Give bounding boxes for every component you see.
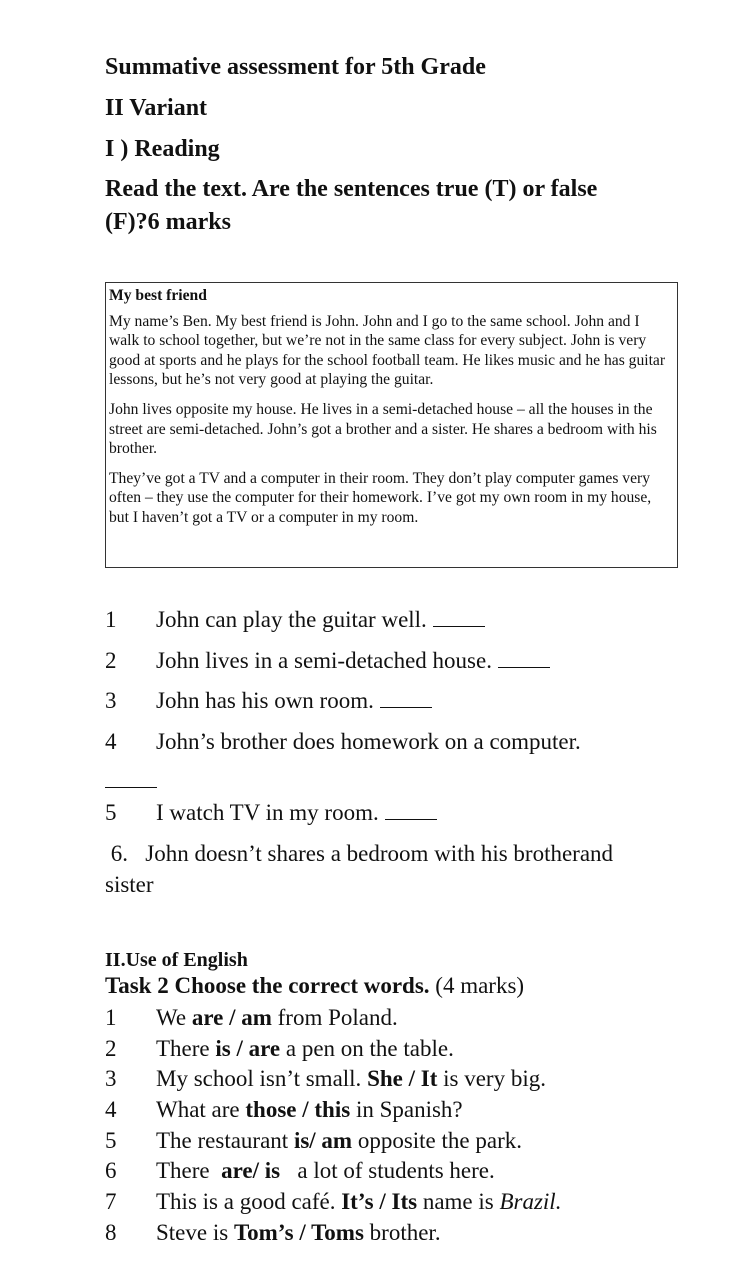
task-item-italic-text: Brazil.	[499, 1189, 562, 1214]
task-item-text: What are	[156, 1097, 246, 1122]
task-item-text: is very big.	[437, 1066, 546, 1091]
reading-title: My best friend	[109, 287, 207, 304]
task-item-number: 6	[105, 1158, 117, 1183]
task-item-text: There	[156, 1158, 222, 1183]
word-choice[interactable]: It’s / Its	[341, 1189, 418, 1214]
word-choice[interactable]: Tom’s / Toms	[233, 1220, 364, 1245]
question-4	[105, 729, 581, 755]
task-item-number: 3	[105, 1066, 117, 1091]
instruction-line-1: Read the text. Are the sentences true (T) or false	[105, 176, 598, 202]
task-item-4	[105, 1097, 463, 1123]
word-choice[interactable]: is / are	[215, 1036, 281, 1061]
task-item-number: 7	[105, 1189, 117, 1214]
reading-instruction	[105, 176, 597, 236]
reading-paragraph-2: John lives opposite my house. He lives in a semi-detached house – all the houses in the street are semi-detached. John’s got a brother and a sister. He shares a bedroom with his brother.	[109, 400, 657, 458]
page-title: Summative assessment for 5th Grade	[105, 54, 486, 80]
reading-text-box	[105, 282, 678, 568]
word-choice[interactable]: She / It	[367, 1066, 438, 1091]
task-2-heading	[105, 973, 524, 999]
reading-paragraph-1: My name’s Ben. My best friend is John. John and I go to the same school. John and I walk to school together, but we’re not in the same class for every subject. John is very good at sports and he plays for the school football team. He likes music and he has guitar lessons, but he’s not very good at playing the guitar.	[109, 312, 666, 389]
task-item-number: 4	[105, 1097, 117, 1122]
task-item-text: opposite the park.	[352, 1128, 522, 1153]
answer-blank[interactable]	[105, 770, 157, 788]
answer-blank[interactable]	[498, 650, 550, 668]
task-item-1	[105, 1005, 398, 1031]
question-2	[105, 648, 550, 674]
question-text: John’s brother does homework on a computer.	[156, 729, 581, 754]
task-2-title: Task 2 Choose the correct words.	[105, 973, 430, 998]
answer-blank[interactable]	[385, 802, 437, 820]
question-number: 3	[105, 688, 117, 713]
answer-blank[interactable]	[380, 690, 432, 708]
reading-paragraph-3: They’ve got a TV and a computer in their room. They don’t play computer games very often – they use the computer for their homework. I’ve got my own room in my house, but I haven’t got a TV or a computer in my room.	[109, 469, 652, 526]
question-text: I watch TV in my room.	[156, 800, 379, 825]
question-number: 2	[105, 648, 117, 673]
question-1	[105, 607, 485, 633]
task-item-text: We	[156, 1005, 192, 1030]
question-number: 1	[105, 607, 117, 632]
task-item-text: from Poland.	[271, 1005, 398, 1030]
question-text: John can play the guitar well.	[156, 607, 427, 632]
task-item-8	[105, 1220, 441, 1246]
question-3	[105, 688, 432, 714]
task-item-2	[105, 1036, 454, 1062]
task-item-text: a pen on the table.	[280, 1036, 454, 1061]
task-2-marks: (4 marks)	[429, 973, 525, 998]
question-5	[105, 800, 437, 826]
task-item-text: in Spanish?	[350, 1097, 463, 1122]
question-text: John has his own room.	[156, 688, 374, 713]
word-choice[interactable]: are/ is	[221, 1158, 281, 1183]
task-item-text: My school isn’t small.	[156, 1066, 368, 1091]
task-item-3	[105, 1066, 546, 1092]
task-item-text: Steve is	[156, 1220, 234, 1245]
task-item-number: 8	[105, 1220, 117, 1245]
task-item-text: a lot of students here.	[280, 1158, 495, 1183]
word-choice[interactable]: is/ am	[293, 1128, 353, 1153]
question-number: 4	[105, 729, 117, 754]
task-item-5	[105, 1128, 522, 1154]
section-reading-heading: I ) Reading	[105, 136, 220, 162]
answer-blank[interactable]	[433, 609, 485, 627]
task-item-7	[105, 1189, 561, 1215]
variant-label: II Variant	[105, 95, 208, 121]
question-text: John lives in a semi-detached house.	[156, 648, 492, 673]
task-item-text: name is	[417, 1189, 500, 1214]
instruction-line-2: (F)?6 marks	[105, 209, 231, 235]
task-item-text: The restaurant	[156, 1128, 294, 1153]
task-item-text: This is a good café.	[156, 1189, 342, 1214]
question-6-continued: sister	[105, 872, 154, 897]
task-item-text: There	[156, 1036, 216, 1061]
task-item-number: 1	[105, 1005, 117, 1030]
task-item-6	[105, 1158, 495, 1184]
word-choice[interactable]: are / am	[191, 1005, 272, 1030]
question-number: 5	[105, 800, 117, 825]
task-item-number: 5	[105, 1128, 117, 1153]
task-item-number: 2	[105, 1036, 117, 1061]
question-6: 6. John doesn’t shares a bedroom with his brotherand	[105, 841, 614, 866]
use-of-english-heading: II.Use of English	[105, 949, 248, 971]
word-choice[interactable]: those / this	[245, 1097, 351, 1122]
task-item-text: brother.	[363, 1220, 441, 1245]
